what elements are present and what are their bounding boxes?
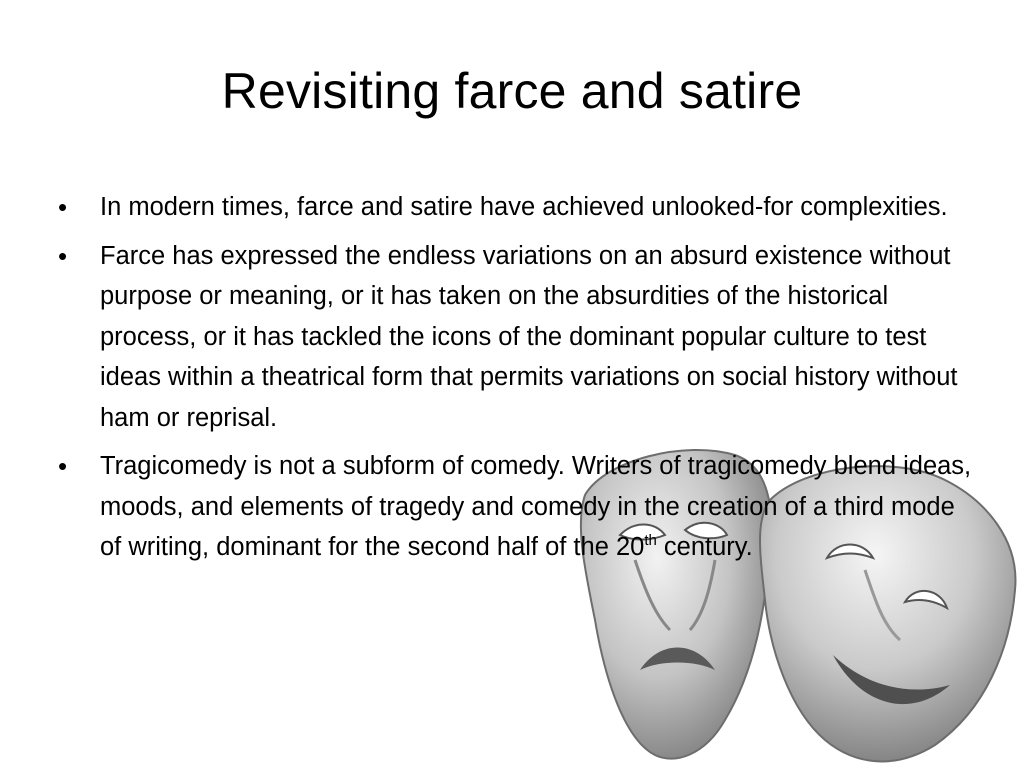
bullet-dot-icon: •: [58, 451, 68, 481]
bullet-text-end: century.: [656, 533, 753, 561]
bullet-list: [56, 187, 976, 576]
bullet-dot-icon: •: [58, 192, 68, 222]
bullet-item: [56, 236, 976, 439]
bullet-text: [100, 452, 971, 561]
bullet-text: Farce has expressed the endless variations on an absurd existence without purpose or meaning, or it has taken on the absurdities of the historical process, or it has tackled the icons of the dominant popular culture to test ideas within a theatrical form that permits variations on social history without ham or reprisal.: [100, 241, 958, 432]
bullet-dot-icon: •: [58, 240, 68, 271]
bullet-text: In modern times, farce and satire have achieved unlooked-for complexities.: [100, 193, 948, 221]
bullet-item: [56, 187, 976, 228]
bullet-text-main: Tragicomedy is not a subform of comedy. Writers of tragicomedy blend ideas, moods, and elements of tragedy and comedy in the creation of a third mode of writing, dominant for the second half of the 20: [100, 452, 972, 561]
slide-title: Revisiting farce and satire: [221, 63, 803, 119]
ordinal-superscript: th: [644, 532, 657, 549]
bullet-item: [56, 446, 976, 568]
